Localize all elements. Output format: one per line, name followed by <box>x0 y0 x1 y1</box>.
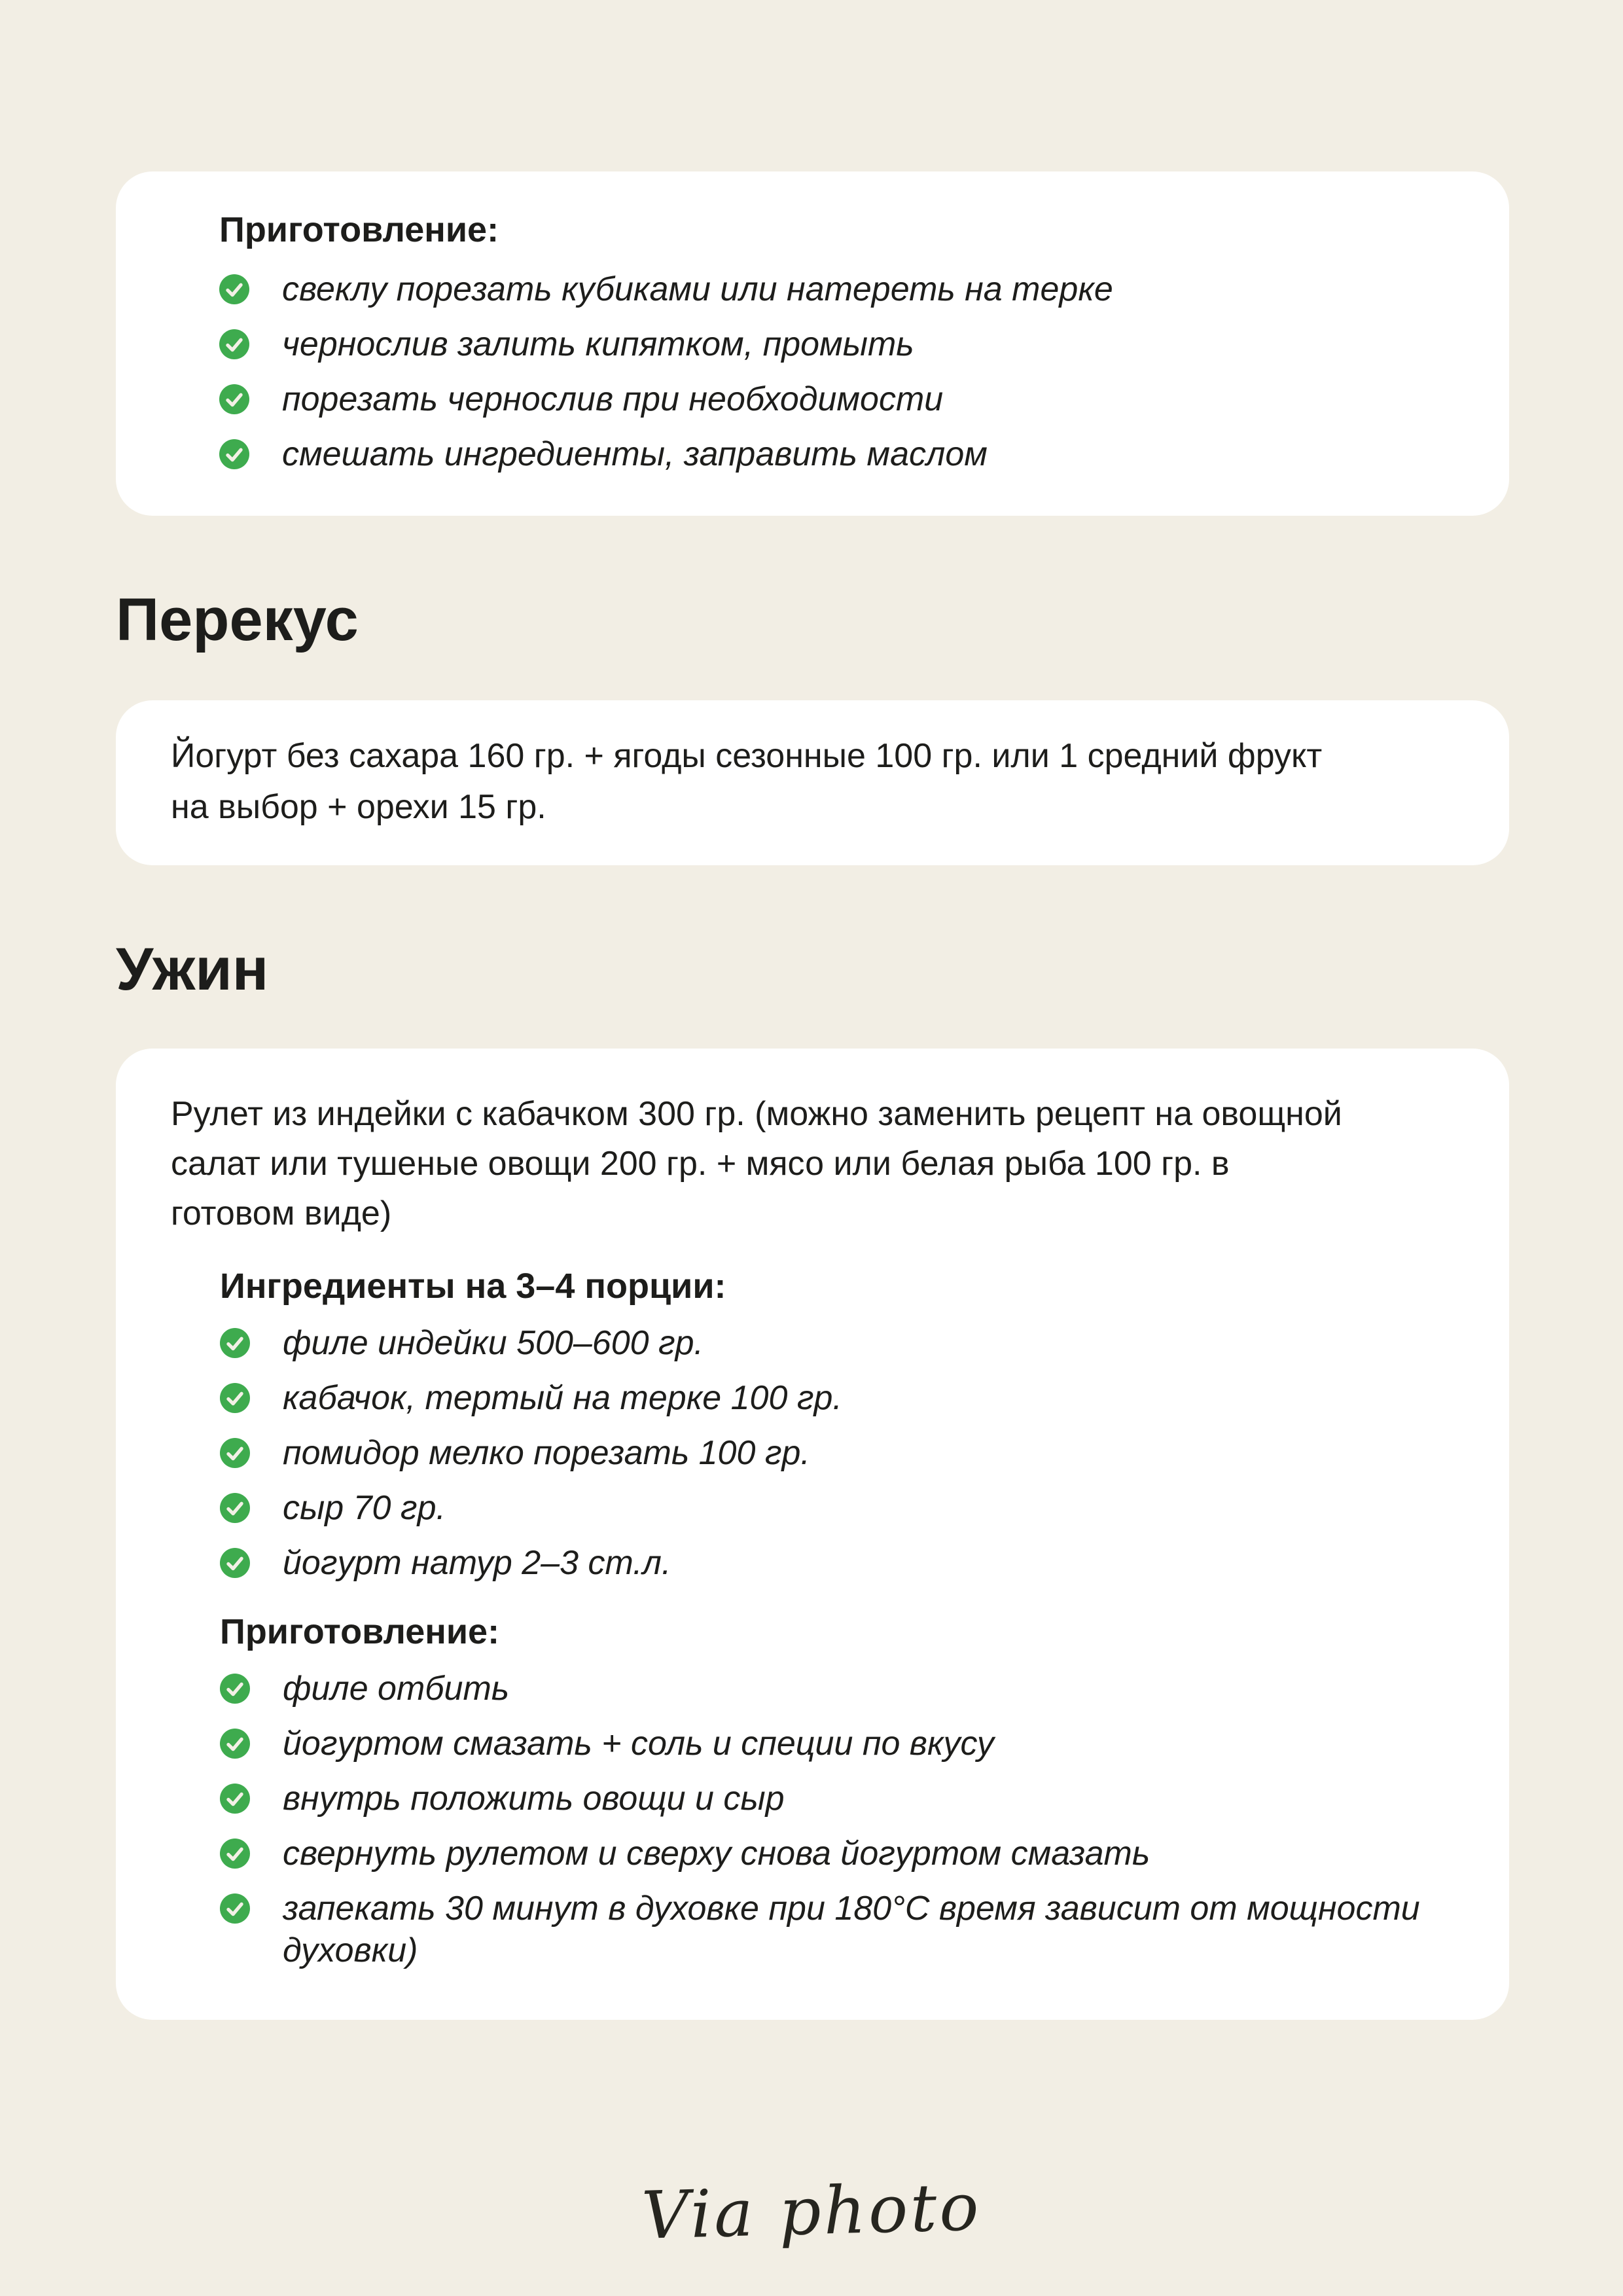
check-icon <box>220 1674 250 1704</box>
list-item-text: помидор мелко порезать 100 гр. <box>283 1434 810 1472</box>
list-item <box>220 1487 1444 1529</box>
list-item-text: чернослив залить кипятком, промыть <box>282 325 914 363</box>
list-item-text: филе отбить <box>283 1670 510 1708</box>
list-item-text: порезать чернослив при необходимости <box>282 380 944 418</box>
salad-prep-heading: Приготовление: <box>219 210 499 249</box>
check-icon <box>219 274 249 304</box>
list-item-text: внутрь положить овощи и сыр <box>283 1780 785 1818</box>
list-item <box>219 378 1437 420</box>
check-icon <box>220 1839 250 1869</box>
list-item <box>220 1778 1444 1820</box>
list-item <box>220 1723 1444 1765</box>
ingredients-heading: Ингредиенты на 3–4 порции: <box>220 1266 726 1306</box>
check-icon <box>220 1729 250 1759</box>
list-item-text: сыр 70 гр. <box>283 1489 446 1527</box>
list-item-text: кабачок, тертый на терке 100 гр. <box>283 1379 842 1417</box>
list-item <box>220 1542 1444 1584</box>
check-icon <box>219 384 249 414</box>
list-item <box>220 1833 1444 1874</box>
list-item <box>220 1432 1444 1474</box>
check-icon <box>220 1493 250 1523</box>
check-icon <box>220 1548 250 1578</box>
salad-prep-card <box>116 171 1509 516</box>
list-item-text: йогуртом смазать + соль и специи по вкусу <box>283 1725 994 1763</box>
check-icon <box>219 329 249 359</box>
dinner-intro: Рулет из индейки с кабачком 300 гр. (можно заменить рецепт на овощной салат или тушеные овощи 200 гр. + мясо или белая рыба 100 гр. в готовом виде) <box>171 1095 1342 1232</box>
list-item-text: смешать ингредиенты, заправить маслом <box>282 435 988 473</box>
snack-text: Йогурт без сахара 160 гр. + ягоды сезонные 100 гр. или 1 средний фрукт на выбор + орехи 15 гр. <box>171 737 1323 826</box>
snack-card <box>116 700 1509 865</box>
check-icon <box>220 1784 250 1814</box>
list-item-text: запекать 30 минут в духовке при 180°С время зависит от мощности духовки) <box>283 1890 1420 1969</box>
list-item-text: йогурт натур 2–3 ст.л. <box>283 1544 671 1582</box>
dinner-subsections <box>220 1265 1444 1971</box>
dinner-prep-heading: Приготовление: <box>220 1612 500 1651</box>
check-icon <box>220 1328 250 1358</box>
check-icon <box>220 1383 250 1413</box>
ingredients-list <box>220 1322 1444 1584</box>
list-item-text: свернуть рулетом и сверху снова йогуртом смазать <box>283 1835 1150 1873</box>
section-title-snack: Перекус <box>116 586 359 653</box>
list-item-text: филе индейки 500–600 гр. <box>283 1324 704 1362</box>
dinner-prep-list <box>220 1668 1444 1971</box>
check-icon <box>220 1438 250 1468</box>
list-item-text: свеклу порезать кубиками или натереть на терке <box>282 270 1113 308</box>
list-item <box>220 1668 1444 1710</box>
list-item <box>219 268 1437 310</box>
page-content <box>116 171 1509 2020</box>
dinner-card <box>116 1049 1509 2020</box>
list-item <box>220 1322 1444 1364</box>
salad-prep-list <box>219 268 1437 475</box>
watermark-signature: Via photo <box>641 2168 982 2254</box>
check-icon <box>220 1893 250 1924</box>
section-title-dinner: Ужин <box>116 936 269 1003</box>
list-item <box>220 1888 1444 1971</box>
check-icon <box>219 439 249 469</box>
list-item <box>220 1377 1444 1419</box>
list-item <box>219 323 1437 365</box>
list-item <box>219 433 1437 475</box>
